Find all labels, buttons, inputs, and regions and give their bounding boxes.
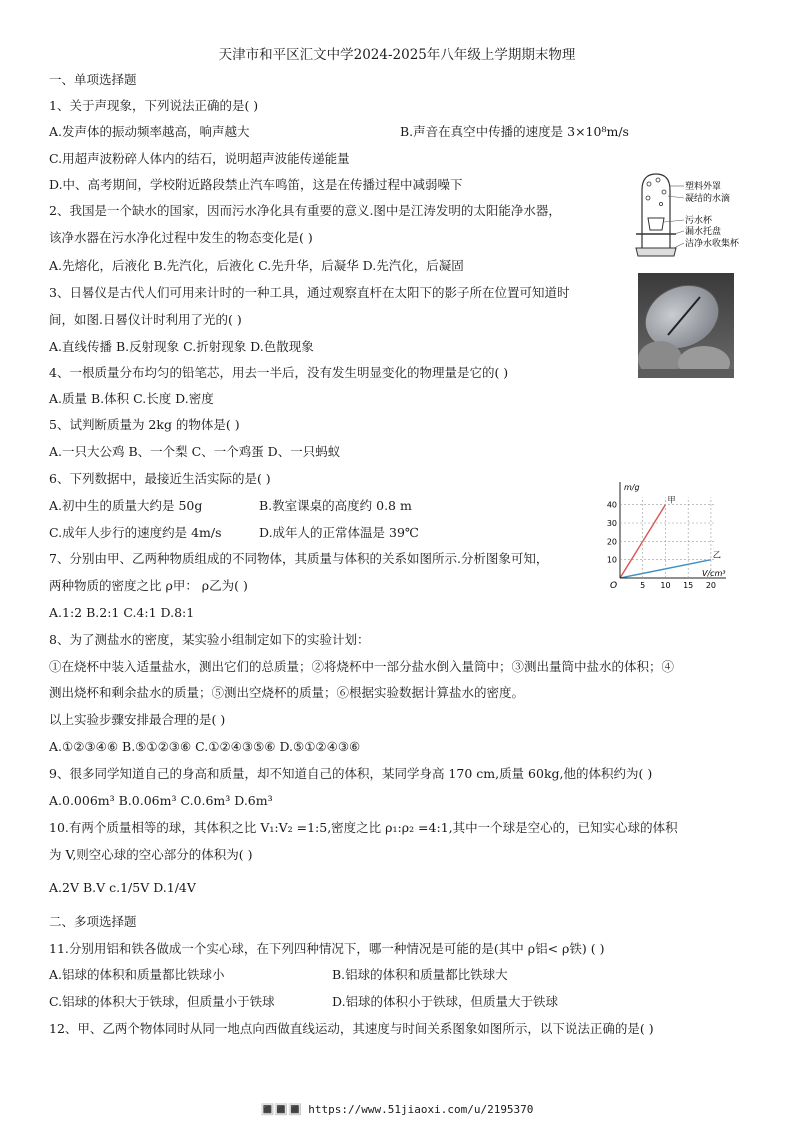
q8-stem: 8、为了测盐水的密度，某实验小组制定如下的实验计划： [49,632,370,647]
q7-stem-line1: 7、分别由甲、乙两种物质组成的不同物体，其质量与体积的关系如图所示.分析图象可知， [49,551,549,566]
chart-x-tick-0: 5 [640,581,646,590]
sundial-photo [638,273,734,378]
chart-y-tick-2: 30 [606,519,617,528]
q1-option-b: B.声音在真空中传播的速度是 3×10⁸m/s [400,124,629,139]
q11-option-a: A.铝球的体积和质量都比铁球小 [49,967,225,982]
footer-url: 🔳🔳🔳 https://www.51jiaoxi.com/u/2195370 [260,1103,534,1116]
chart-x-tick-2: 15 [683,581,694,590]
q3-stem-line1: 3、日晷仪是古代人们可用来计时的一种工具，通过观察直杆在太阳下的影子所在位置可知道时 [49,285,570,300]
q10-stem-line2: 为 V,则空心球的空心部分的体积为( ) [49,847,253,862]
q8-steps-line2: 测出烧杯和剩余盐水的质量；⑤测出空烧杯的质量；⑥根据实验数据计算盐水的密度。 [49,685,525,700]
q6-option-b: B.教室课桌的高度约 0.8 m [259,498,412,513]
chart-y-tick-1: 20 [606,537,617,547]
section-multiple-choice: 二、多项选择题 [49,914,137,929]
q9-stem: 9、很多同学知道自己的身高和质量，却不知道自己的体积，某同学身高 170 cm,质量 60kg,他的体积约为( ) [49,766,653,781]
q11-option-c: C.铝球的体积大于铁球，但质量小于铁球 [49,994,275,1009]
chart-x-tick-1: 10 [660,581,671,590]
q8-steps-line1: ①在烧杯中装入适量盐水，测出它们的总质量；②将烧杯中一部分盐水倒入量筒中；③测出量筒中盐水的体积；④ [49,659,675,674]
mass-volume-chart [598,478,730,596]
chart-origin-label: O [610,581,618,591]
figure-label-tray: 漏水托盘 [685,227,722,237]
q11-option-b: B.铝球的体积和质量都比铁球大 [332,967,508,982]
q3-options: A.直线传播 B.反射现象 C.折射现象 D.色散现象 [49,339,314,354]
figure-label-droplets: 凝结的水滴 [685,194,731,204]
chart-series-label-0: 甲 [667,495,676,505]
section-single-choice: 一、单项选择题 [49,72,137,87]
q5-options: A.一只大公鸡 B、一个梨 C、一个鸡蛋 D、一只蚂蚁 [49,444,341,459]
figure-label-cover: 塑料外罩 [685,182,722,192]
q1-option-d: D.中、高考期间，学校附近路段禁止汽车鸣笛，这是在传播过程中减弱噪下 [49,177,463,192]
figure-label-clean-cup: 洁净水收集杯 [685,239,740,249]
q5-stem: 5、试判断质量为 2kg 的物体是( ) [49,417,240,432]
q11-option-d: D.铝球的体积小于铁球，但质量大于铁球 [332,994,559,1009]
q6-option-c: C.成年人步行的速度约是 4m/s [49,525,222,540]
chart-y-tick-0: 10 [606,555,617,565]
q10-stem-line1: 10.有两个质量相等的球，其体积之比 V₁:V₂ =1:5,密度之比 ρ₁:ρ₂ =4:1,其中一个球是空心的，已知实心球的体积 [49,820,678,835]
q2-stem-line2: 该净水器在污水净化过程中发生的物态变化是( ) [49,230,313,245]
q11-stem: 11.分别用铝和铁各做成一个实心球，在下列四种情况下，哪一种情况是可能的是(其中 ρ铝< ρ铁) ( ) [49,941,605,956]
q7-stem-line2: 两种物质的密度之比 ρ甲： ρ乙为( ) [49,578,248,593]
chart-x-tick-3: 20 [705,581,717,590]
q1-stem: 1、关于声现象，下列说法正确的是( ) [49,98,259,113]
q1-option-a: A.发声体的振动频率越高，响声越大 [49,124,250,139]
q4-stem: 4、一根质量分布均匀的铅笔芯，用去一半后，没有发生明显变化的物理量是它的( ) [49,365,509,380]
q2-stem-line1: 2、我国是一个缺水的国家，因而污水净化具有重要的意义.图中是江涛发明的太阳能净水器， [49,203,561,218]
q8-options: A.①②③④⑥ B.⑤①②③⑥ C.①②④③⑤⑥ D.⑤①②④③⑥ [49,739,361,754]
q1-option-c: C.用超声波粉碎人体内的结石，说明超声波能传递能量 [49,151,350,166]
q6-stem: 6、下列数据中，最接近生活实际的是( ) [49,471,271,486]
q6-option-a: A.初中生的质量大约是 50g [49,498,203,513]
q6-option-d: D.成年人的正常体温是 39℃ [259,525,419,540]
figure-label-dirty-cup: 污水杯 [685,216,713,226]
chart-x-axis-label: V/cm³ [702,569,726,578]
q4-options: A.质量 B.体积 C.长度 D.密度 [49,391,214,406]
chart-y-axis-label: m/g [624,483,640,492]
q9-options: A.0.006m³ B.0.06m³ C.0.6m³ D.6m³ [49,793,273,808]
q7-options: A.1:2 B.2:1 C.4:1 D.8:1 [49,605,195,620]
chart-series-label-1: 乙 [712,550,721,560]
q2-options: A.先熔化，后液化 B.先汽化，后液化 C.先升华，后凝华 D.先汽化，后凝固 [49,258,464,273]
q12-stem: 12、甲、乙两个物体同时从同一地点向西做直线运动，其速度与时间关系图象如图所示，以下说法正确的是( ) [49,1021,654,1036]
q8-ask: 以上实验步骤安排最合理的是( ) [49,712,226,727]
solar-water-purifier-figure [628,168,740,262]
chart-y-tick-3: 40 [606,500,617,510]
page-title: 天津市和平区汇文中学2024-2025年八年级上学期期末物理 [218,47,576,63]
q10-options: A.2V B.V c.1/5V D.1/4V [49,880,196,895]
q3-stem-line2: 间，如图.日晷仪计时利用了光的( ) [49,312,242,327]
